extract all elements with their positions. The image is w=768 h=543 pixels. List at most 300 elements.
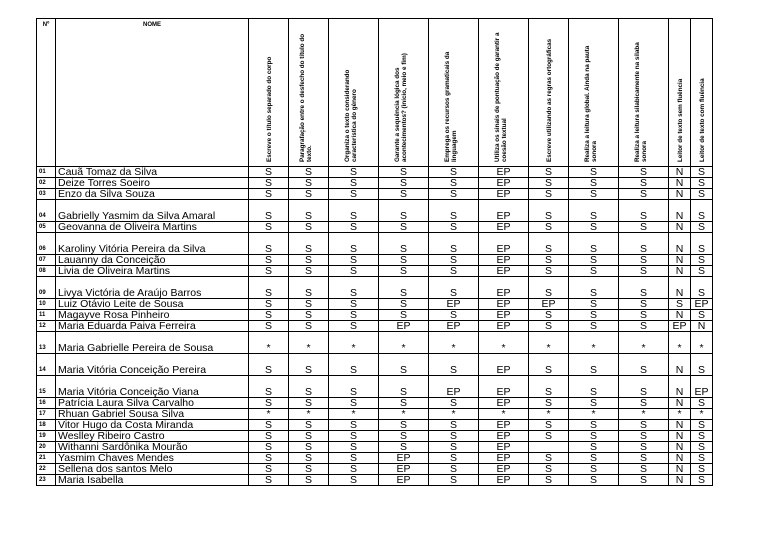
- score-cell: EP: [691, 299, 713, 310]
- score-cell: S: [289, 453, 329, 464]
- score-cell: S: [429, 431, 479, 442]
- student-name: Maria Vitória Conceição Pereira: [56, 354, 249, 376]
- score-cell: S: [619, 189, 669, 200]
- score-cell: S: [529, 178, 569, 189]
- score-cell: S: [429, 200, 479, 222]
- student-name: Maria Vitória Conceição Viana: [56, 376, 249, 398]
- row-number: 12: [37, 321, 56, 332]
- score-cell: S: [249, 398, 289, 409]
- row-number: 21: [37, 453, 56, 464]
- score-cell: S: [249, 420, 289, 431]
- score-cell: S: [289, 442, 329, 453]
- score-cell: S: [289, 266, 329, 277]
- score-cell: S: [379, 266, 429, 277]
- score-cell: S: [619, 475, 669, 486]
- score-cell: EP: [479, 255, 529, 266]
- score-cell: S: [249, 464, 289, 475]
- score-cell: EP: [479, 398, 529, 409]
- score-cell: EP: [479, 310, 529, 321]
- score-cell: *: [479, 332, 529, 354]
- score-cell: S: [379, 442, 429, 453]
- score-cell: S: [619, 354, 669, 376]
- score-cell: S: [619, 255, 669, 266]
- row-number: 22: [37, 464, 56, 475]
- score-cell: *: [691, 409, 713, 420]
- score-cell: S: [569, 299, 619, 310]
- score-cell: S: [529, 431, 569, 442]
- score-cell: S: [329, 431, 379, 442]
- score-cell: EP: [379, 321, 429, 332]
- score-cell: S: [379, 277, 429, 299]
- score-cell: S: [529, 222, 569, 233]
- score-cell: S: [329, 200, 379, 222]
- score-cell: S: [379, 178, 429, 189]
- score-cell: N: [691, 321, 713, 332]
- score-cell: S: [289, 420, 329, 431]
- score-cell: S: [569, 431, 619, 442]
- score-cell: S: [379, 354, 429, 376]
- score-cell: S: [249, 299, 289, 310]
- score-cell: S: [569, 255, 619, 266]
- row-number: 07: [37, 255, 56, 266]
- score-cell: S: [329, 299, 379, 310]
- score-cell: S: [619, 167, 669, 178]
- row-number: 23: [37, 475, 56, 486]
- score-cell: S: [249, 233, 289, 255]
- score-cell: EP: [429, 321, 479, 332]
- table-row: [37, 376, 713, 398]
- row-number: 01: [37, 167, 56, 178]
- score-cell: S: [429, 464, 479, 475]
- score-cell: S: [691, 442, 713, 453]
- student-name: Maria Isabella: [56, 475, 249, 486]
- score-cell: S: [379, 299, 429, 310]
- score-cell: N: [669, 475, 691, 486]
- score-cell: EP: [479, 376, 529, 398]
- header-criterion: Organiza o texto considerando característica do gênero: [329, 19, 379, 167]
- score-cell: *: [619, 332, 669, 354]
- score-cell: *: [329, 332, 379, 354]
- score-cell: S: [569, 200, 619, 222]
- score-cell: EP: [479, 354, 529, 376]
- header-criterion: Realiza a leitura silabicamente na sílaba sonora: [619, 19, 669, 167]
- score-cell: S: [691, 464, 713, 475]
- score-cell: *: [669, 409, 691, 420]
- table-row: [37, 332, 713, 354]
- score-cell: S: [529, 200, 569, 222]
- score-cell: S: [569, 376, 619, 398]
- score-cell: N: [669, 189, 691, 200]
- score-cell: S: [529, 167, 569, 178]
- score-cell: S: [569, 464, 619, 475]
- score-cell: N: [669, 255, 691, 266]
- score-cell: S: [569, 398, 619, 409]
- score-cell: S: [569, 321, 619, 332]
- score-cell: EP: [479, 178, 529, 189]
- score-cell: EP: [479, 200, 529, 222]
- score-cell: EP: [479, 167, 529, 178]
- student-name: Rhuan Gabriel Sousa Silva: [56, 409, 249, 420]
- score-cell: N: [669, 442, 691, 453]
- score-cell: N: [669, 222, 691, 233]
- score-cell: S: [691, 167, 713, 178]
- student-name: Lauanny da Conceição: [56, 255, 249, 266]
- student-name: Deize Torres Soeiro: [56, 178, 249, 189]
- score-cell: S: [329, 475, 379, 486]
- score-cell: S: [379, 310, 429, 321]
- row-number: 15: [37, 376, 56, 398]
- score-cell: S: [429, 277, 479, 299]
- score-cell: EP: [479, 277, 529, 299]
- score-cell: S: [569, 310, 619, 321]
- score-cell: S: [429, 222, 479, 233]
- student-name: Maria Eduarda Paiva Ferreira: [56, 321, 249, 332]
- student-name: Livia de Oliveira Martins: [56, 266, 249, 277]
- score-cell: S: [529, 420, 569, 431]
- score-cell: S: [619, 321, 669, 332]
- row-number: 03: [37, 189, 56, 200]
- score-cell: *: [249, 409, 289, 420]
- header-criterion: Utiliza os sinais de pontuação de garantir a coesão textual: [479, 19, 529, 167]
- score-cell: S: [619, 453, 669, 464]
- score-cell: N: [669, 376, 691, 398]
- score-cell: S: [429, 354, 479, 376]
- score-cell: S: [329, 222, 379, 233]
- score-cell: S: [289, 321, 329, 332]
- score-cell: S: [529, 189, 569, 200]
- table-row: [37, 310, 713, 321]
- header-criterion: Leitor de texto sem fluência: [669, 19, 691, 167]
- table-row: [37, 354, 713, 376]
- score-cell: S: [429, 420, 479, 431]
- score-cell: S: [249, 354, 289, 376]
- score-cell: S: [289, 255, 329, 266]
- row-number: 05: [37, 222, 56, 233]
- score-cell: S: [289, 222, 329, 233]
- score-cell: S: [619, 277, 669, 299]
- score-cell: S: [329, 167, 379, 178]
- score-cell: S: [529, 475, 569, 486]
- score-cell: S: [619, 310, 669, 321]
- score-cell: S: [289, 299, 329, 310]
- score-cell: S: [619, 398, 669, 409]
- table-row: [37, 420, 713, 431]
- score-cell: S: [691, 200, 713, 222]
- table-row: [37, 178, 713, 189]
- score-cell: S: [379, 167, 429, 178]
- score-cell: S: [429, 189, 479, 200]
- student-name: Patrícia Laura Silva Carvalho: [56, 398, 249, 409]
- row-number: 18: [37, 420, 56, 431]
- score-cell: S: [569, 453, 619, 464]
- table-row: [37, 453, 713, 464]
- score-cell: *: [691, 332, 713, 354]
- score-cell: S: [691, 233, 713, 255]
- score-cell: EP: [479, 222, 529, 233]
- score-cell: *: [529, 409, 569, 420]
- student-name: Geovanna de Oliveira Martins: [56, 222, 249, 233]
- score-cell: S: [249, 431, 289, 442]
- score-cell: EP: [379, 475, 429, 486]
- score-cell: S: [619, 464, 669, 475]
- score-cell: S: [619, 178, 669, 189]
- score-cell: EP: [479, 321, 529, 332]
- student-name: Magayve Rosa Pinheiro: [56, 310, 249, 321]
- score-cell: N: [669, 453, 691, 464]
- student-name: Cauã Tomaz da Silva: [56, 167, 249, 178]
- table-row: [37, 475, 713, 486]
- score-cell: S: [619, 431, 669, 442]
- score-cell: S: [329, 354, 379, 376]
- score-cell: N: [669, 420, 691, 431]
- score-cell: *: [479, 409, 529, 420]
- table-row: [37, 409, 713, 420]
- student-name: Sellena dos santos Melo: [56, 464, 249, 475]
- score-cell: S: [691, 255, 713, 266]
- score-cell: S: [329, 376, 379, 398]
- score-cell: S: [691, 420, 713, 431]
- score-cell: S: [569, 189, 619, 200]
- score-cell: S: [289, 200, 329, 222]
- score-cell: *: [429, 409, 479, 420]
- student-name: Maria Gabrielle Pereira de Sousa: [56, 332, 249, 354]
- score-cell: S: [249, 321, 289, 332]
- header-criterion: Realiza a leitura global. Ainda na pauta sonora: [569, 19, 619, 167]
- score-cell: S: [289, 178, 329, 189]
- score-cell: S: [619, 266, 669, 277]
- score-cell: S: [529, 398, 569, 409]
- table-row: [37, 442, 713, 453]
- score-cell: EP: [479, 189, 529, 200]
- score-cell: S: [289, 354, 329, 376]
- score-cell: S: [379, 420, 429, 431]
- score-cell: S: [379, 376, 429, 398]
- score-cell: EP: [479, 431, 529, 442]
- score-cell: S: [249, 167, 289, 178]
- score-cell: S: [289, 277, 329, 299]
- table-row: [37, 189, 713, 200]
- score-cell: S: [379, 431, 429, 442]
- score-cell: S: [379, 200, 429, 222]
- score-cell: S: [619, 299, 669, 310]
- score-cell: S: [329, 277, 379, 299]
- header-name: NOME: [56, 19, 249, 167]
- score-cell: S: [529, 255, 569, 266]
- score-cell: N: [669, 233, 691, 255]
- score-cell: S: [529, 453, 569, 464]
- score-cell: S: [249, 266, 289, 277]
- score-cell: S: [429, 398, 479, 409]
- header-row: [37, 19, 713, 167]
- score-cell: S: [289, 376, 329, 398]
- score-cell: S: [379, 255, 429, 266]
- score-cell: S: [569, 266, 619, 277]
- score-cell: S: [329, 255, 379, 266]
- row-number: 20: [37, 442, 56, 453]
- score-cell: S: [619, 222, 669, 233]
- header-criterion: Paragrafação entre o desfecho do título do texto.: [289, 19, 329, 167]
- score-cell: S: [289, 398, 329, 409]
- score-cell: EP: [479, 442, 529, 453]
- score-cell: S: [329, 321, 379, 332]
- score-cell: S: [529, 464, 569, 475]
- score-cell: S: [289, 310, 329, 321]
- row-number: 02: [37, 178, 56, 189]
- header-criterion: Garante a sequência lógica dos acontecimentos? (início, meio e fim): [379, 19, 429, 167]
- score-cell: S: [569, 354, 619, 376]
- header-criterion: Emprega os recursos gramaticais da linguagem: [429, 19, 479, 167]
- header-criterion: Escreve utilizando as regras ortográficas: [529, 19, 569, 167]
- student-name: Gabrielly Yasmim da Silva Amaral: [56, 200, 249, 222]
- score-cell: S: [289, 189, 329, 200]
- table-row: [37, 277, 713, 299]
- header-criterion: Leitor de texto com fluência: [691, 19, 713, 167]
- score-cell: N: [669, 200, 691, 222]
- score-cell: *: [669, 332, 691, 354]
- row-number: 08: [37, 266, 56, 277]
- score-cell: S: [249, 200, 289, 222]
- score-cell: S: [329, 442, 379, 453]
- score-cell: S: [529, 277, 569, 299]
- score-cell: *: [569, 332, 619, 354]
- table-row: [37, 464, 713, 475]
- score-cell: S: [669, 299, 691, 310]
- score-cell: S: [691, 310, 713, 321]
- score-cell: S: [429, 266, 479, 277]
- score-cell: S: [329, 178, 379, 189]
- score-cell: S: [619, 233, 669, 255]
- score-cell: EP: [669, 321, 691, 332]
- score-cell: S: [691, 189, 713, 200]
- score-cell: EP: [379, 453, 429, 464]
- score-cell: S: [249, 310, 289, 321]
- score-cell: S: [691, 354, 713, 376]
- score-cell: EP: [479, 266, 529, 277]
- score-cell: S: [329, 189, 379, 200]
- score-cell: S: [569, 222, 619, 233]
- table-row: [37, 431, 713, 442]
- score-cell: EP: [479, 299, 529, 310]
- score-cell: S: [691, 277, 713, 299]
- score-cell: *: [379, 332, 429, 354]
- score-cell: S: [249, 189, 289, 200]
- score-cell: S: [249, 255, 289, 266]
- score-cell: S: [691, 475, 713, 486]
- score-cell: N: [669, 431, 691, 442]
- score-cell: *: [429, 332, 479, 354]
- score-cell: S: [329, 464, 379, 475]
- assessment-table: [36, 18, 713, 486]
- score-cell: S: [691, 453, 713, 464]
- score-cell: S: [691, 398, 713, 409]
- score-cell: N: [669, 354, 691, 376]
- score-cell: S: [249, 178, 289, 189]
- score-cell: S: [249, 222, 289, 233]
- table-row: [37, 398, 713, 409]
- score-cell: S: [429, 178, 479, 189]
- row-number: 10: [37, 299, 56, 310]
- score-cell: S: [691, 431, 713, 442]
- row-number: 09: [37, 277, 56, 299]
- score-cell: S: [329, 233, 379, 255]
- score-cell: S: [379, 233, 429, 255]
- score-cell: EP: [479, 453, 529, 464]
- score-cell: S: [569, 277, 619, 299]
- score-cell: S: [529, 354, 569, 376]
- score-cell: S: [379, 189, 429, 200]
- score-cell: S: [379, 398, 429, 409]
- score-cell: S: [569, 178, 619, 189]
- row-number: 06: [37, 233, 56, 255]
- score-cell: S: [569, 442, 619, 453]
- score-cell: S: [249, 376, 289, 398]
- score-cell: *: [289, 409, 329, 420]
- student-name: Yasmim Chaves Mendes: [56, 453, 249, 464]
- score-cell: S: [619, 200, 669, 222]
- row-number: 14: [37, 354, 56, 376]
- row-number: 13: [37, 332, 56, 354]
- score-cell: S: [529, 321, 569, 332]
- score-cell: S: [691, 222, 713, 233]
- score-cell: *: [329, 409, 379, 420]
- score-cell: S: [429, 167, 479, 178]
- score-cell: EP: [379, 464, 429, 475]
- score-cell: [529, 442, 569, 453]
- score-cell: S: [529, 233, 569, 255]
- score-cell: S: [429, 442, 479, 453]
- score-cell: S: [529, 266, 569, 277]
- row-number: 19: [37, 431, 56, 442]
- score-cell: *: [289, 332, 329, 354]
- score-cell: S: [619, 376, 669, 398]
- row-number: 16: [37, 398, 56, 409]
- score-cell: N: [669, 464, 691, 475]
- score-cell: N: [669, 398, 691, 409]
- table-row: [37, 167, 713, 178]
- score-cell: S: [289, 167, 329, 178]
- score-cell: N: [669, 266, 691, 277]
- score-cell: S: [329, 266, 379, 277]
- score-cell: S: [329, 310, 379, 321]
- score-cell: *: [569, 409, 619, 420]
- score-cell: EP: [691, 376, 713, 398]
- score-cell: S: [379, 222, 429, 233]
- score-cell: *: [529, 332, 569, 354]
- score-cell: S: [429, 475, 479, 486]
- score-cell: EP: [479, 464, 529, 475]
- score-cell: S: [569, 167, 619, 178]
- score-cell: S: [289, 233, 329, 255]
- table-row: [37, 233, 713, 255]
- score-cell: S: [529, 376, 569, 398]
- score-cell: EP: [429, 299, 479, 310]
- score-cell: S: [329, 453, 379, 464]
- score-cell: S: [249, 442, 289, 453]
- student-name: Livya Victória de Araújo Barros: [56, 277, 249, 299]
- score-cell: N: [669, 167, 691, 178]
- score-cell: S: [429, 255, 479, 266]
- table-row: [37, 255, 713, 266]
- score-cell: S: [691, 178, 713, 189]
- student-name: Withanni Sardônika Mourão: [56, 442, 249, 453]
- score-cell: EP: [479, 475, 529, 486]
- score-cell: EP: [429, 376, 479, 398]
- score-cell: S: [569, 233, 619, 255]
- score-cell: S: [619, 442, 669, 453]
- score-cell: S: [429, 453, 479, 464]
- header-criterion: Escreve o título separado do corpo: [249, 19, 289, 167]
- student-name: Enzo da Silva Souza: [56, 189, 249, 200]
